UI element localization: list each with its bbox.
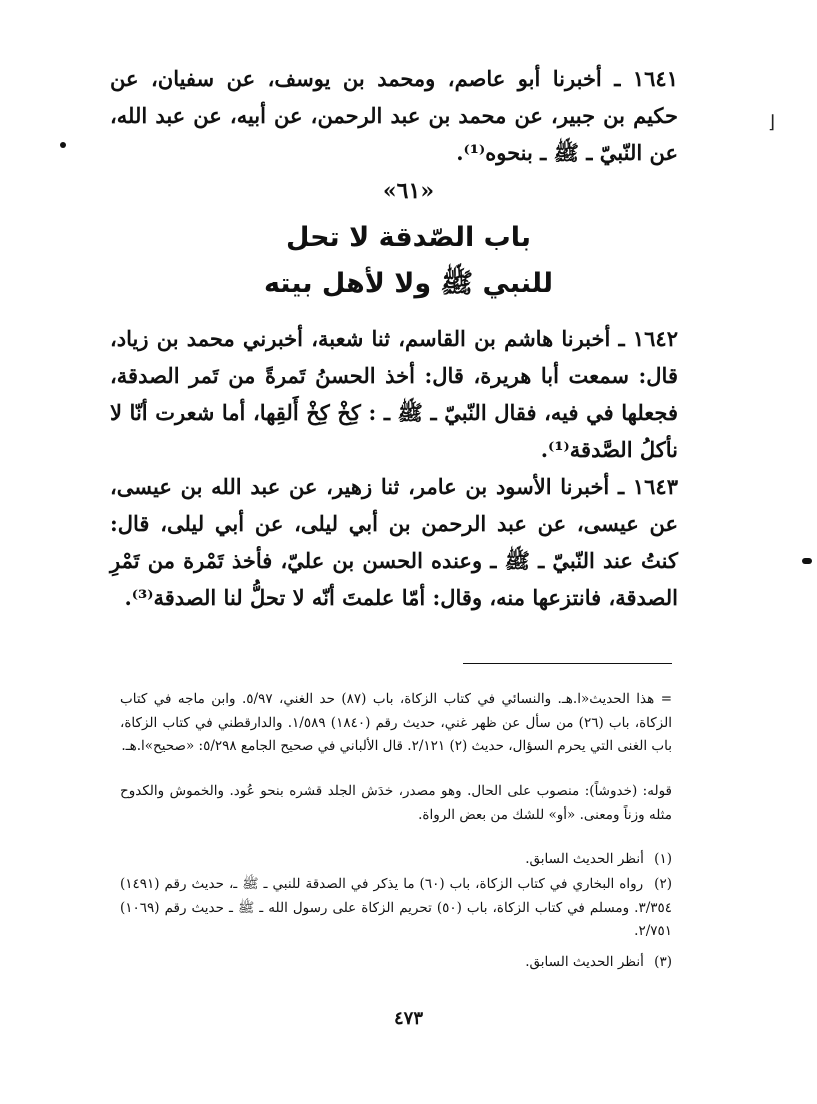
footnote-3-text: أنظر الحديث السابق.: [525, 954, 644, 970]
footnote-2: [120, 873, 672, 944]
footnote-1: [120, 848, 672, 872]
hadith-1641: [110, 60, 678, 171]
hadith-1643-text: ١٦٤٣ ـ أخبرنا الأسود بن عامر، ثنا زهير، عن عبد الله بن عيسى، عن عيسى، عن عبد الرحمن بن أبي ليلى، عن أبي ليلى، قال: كنتُ عند النّبيّ ـ ﷺ ـ وعنده الحسن بن عليّ، فأخذ تَمْرة من تَمْرِ الصدقة، فانتزعها منه، وقال: أمّا علمتَ أنّه لا تحلُّ لنا الصدقة⁽³⁾.: [110, 474, 679, 610]
page-number: ٤٧٣: [393, 1008, 423, 1029]
footnote-separator: [463, 663, 672, 664]
hadith-1642: [110, 320, 678, 468]
chapter-title-line-1: باب الصّدقة لا تحل: [285, 222, 532, 253]
margin-bracket-mark: ⌊: [768, 112, 776, 133]
scan-speck: [60, 142, 66, 148]
footnote-1-text: أنظر الحديث السابق.: [525, 851, 644, 867]
footnote-1-marker: (١): [654, 851, 672, 867]
scan-mark-right: [802, 558, 812, 564]
hadith-1641-text: ١٦٤١ ـ أخبرنا أبو عاصم، ومحمد بن يوسف، عن سفيان، عن حكيم بن جبير، عن محمد بن عبد الرحمن، عن أبيه، عن عبد الله، عن النّبيّ ـ ﷺ ـ بنحوه⁽¹⁾.: [110, 66, 678, 165]
chapter-number: «٦١»: [382, 178, 435, 204]
footnote-2-marker: (٢): [654, 876, 672, 892]
footnote-explanation: قوله: (خدوشاً): منصوب على الحال. وهو مصدر، خدَش الجلد قشره بنحو عُود. والخموش والكدوح مثله وزناً ومعنى. «أو» للشك من بعض الرواة.: [120, 783, 672, 823]
hadith-1643: [110, 468, 678, 616]
hadith-1642-text: ١٦٤٢ ـ أخبرنا هاشم بن القاسم، ثنا شعبة، أخبرني محمد بن زياد، قال: سمعت أبا هريرة، قال: أخذ الحسنُ تَمرةً من تَمر الصدقة، فجعلها في فيه، فقال النّبيّ ـ ﷺ ـ : كِخْ كِخْ أَلقِها، أما شعرت أنّا لا نأكلُ الصَّدقة⁽¹⁾.: [110, 326, 678, 462]
footnote-2-text: رواه البخاري في كتاب الزكاة، باب (٦٠) ما يذكر في الصدقة للنبي ـ ﷺ ـ، حديث رقم (١٤٩١) ٣/٣٥٤. ومسلم في كتاب الزكاة، باب (٥٠) تحريم الزكاة على رسول الله ـ ﷺ ـ حديث رقم (١٠٦٩) ٢/٧٥١.: [120, 876, 672, 939]
footnote-continuation: = هذا الحديث«ا.هـ. والنسائي في كتاب الزكاة، باب (٨٧) حد الغني، ٥/٩٧. وابن ماجه في كتاب الزكاة، باب (٢٦) من سأل عن ظهر غني، حديث رقم (١٨٤٠) ١/٥٨٩. والدارقطني في كتاب الزكاة، باب الغنى التي يحرم السؤال، حديث (٢) ٢/١٢١. قال الألباني في صحيح الجامع ٥/٢٩٨: «صحيح»ا.هـ.: [120, 691, 673, 754]
footnote-3: [120, 951, 672, 975]
chapter-title-line-2: للنبي ﷺ ولا لأهل بيته: [263, 268, 554, 299]
footnote-3-marker: (٣): [654, 954, 672, 970]
